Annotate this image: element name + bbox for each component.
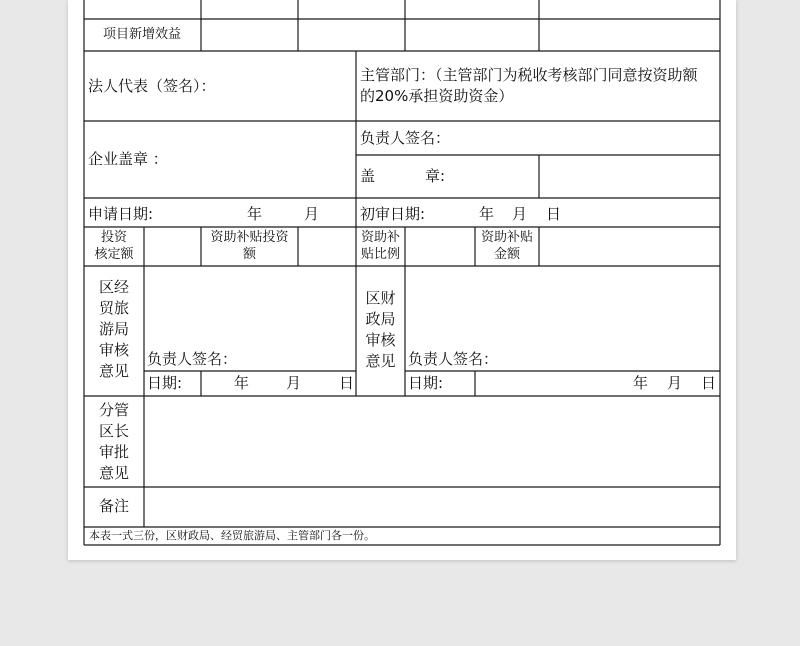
trade-bureau-label: 区经 贸旅 游局 审核 意见 (98, 278, 129, 380)
finance-bureau-responsible-sign: 负责人签名： (408, 350, 499, 368)
apply-date-year: 年 (247, 205, 263, 223)
trade-bureau-month: 月 (286, 374, 302, 392)
trade-bureau-date-label: 日期: (147, 374, 183, 392)
supervisor-responsible-sign: 负责人签名： (360, 129, 451, 147)
company-seal-label: 企业盖章 ： (88, 150, 168, 168)
apply-date-label: 申请日期: (88, 205, 154, 223)
review-date-label: 初审日期: (360, 205, 426, 223)
legal-rep-label: 法人代表（签名）： (88, 77, 216, 95)
trade-bureau-year: 年 (234, 374, 250, 392)
project-new-benefit-label: 项目新增效益 (103, 27, 182, 42)
subsidy-amount-label: 资助补贴 金额 (480, 230, 533, 262)
footer-note: 本表一式三份，区财政局、经贸旅游局、主管部门各一份。 (89, 529, 375, 542)
subsidy-ratio-label: 资助补 贴比例 (360, 230, 400, 262)
supervisor-dept-line1: 主管部门：（主管部门为税收考核部门同意按资助额 (360, 66, 698, 84)
review-date-month: 月 (512, 205, 528, 223)
supervisor-dept-line2: 的20%承担资助资金） (360, 87, 514, 105)
finance-bureau-year: 年 (633, 374, 649, 392)
district-head-label: 分管 区长 审批 意见 (98, 401, 129, 482)
seal-label-part1: 盖 (360, 167, 376, 185)
finance-bureau-day: 日 (701, 374, 717, 392)
review-date-day: 日 (546, 205, 562, 223)
trade-bureau-responsible-sign: 负责人签名： (147, 350, 238, 368)
apply-date-month: 月 (304, 205, 320, 223)
trade-bureau-day: 日 (339, 374, 355, 392)
subsidy-invest-label: 资助补贴投资 额 (210, 230, 289, 262)
finance-bureau-label: 区财 政局 审核 意见 (365, 289, 396, 370)
invest-quota-label: 投资 核定额 (94, 230, 134, 262)
review-date-year: 年 (479, 205, 495, 223)
finance-bureau-month: 月 (667, 374, 683, 392)
finance-bureau-date-label: 日期: (408, 374, 444, 392)
seal-label-part2: 章: (425, 167, 446, 185)
remarks-label: 备注 (98, 497, 129, 515)
